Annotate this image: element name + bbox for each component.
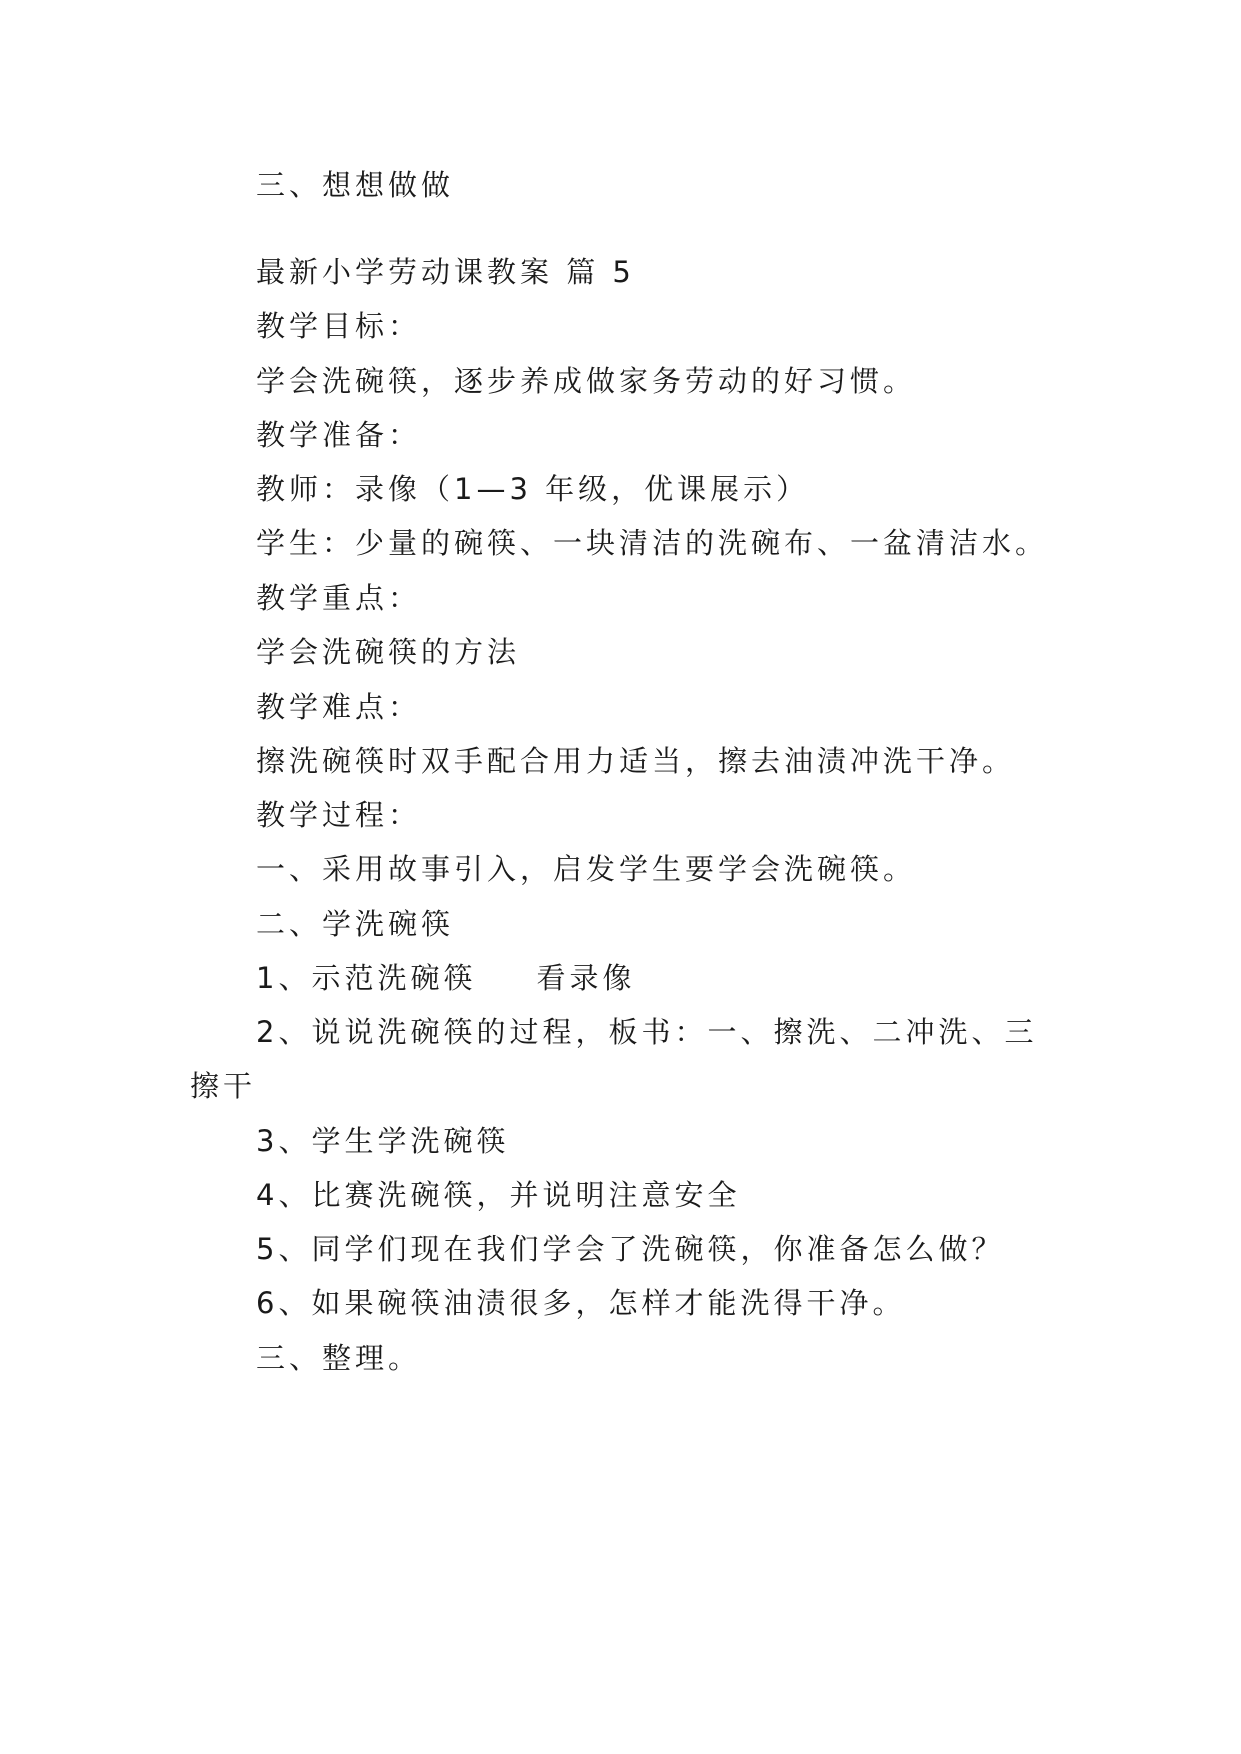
goal-heading: 教学目标： [256,309,422,343]
substep-6: 6、如果碗筷油渍很多，怎样才能洗得干净。 [256,1286,906,1320]
prep-student: 学生：少量的碗筷、一块清洁的洗碗布、一盆清洁水。 [256,526,1049,560]
section-heading: 三、想想做做 [256,168,455,202]
key-point-text: 学会洗碗筷的方法 [256,635,521,669]
process-step-1: 一、采用故事引入，启发学生要学会洗碗筷。 [256,852,917,886]
substep-1-note: 看录像 [536,961,636,995]
goal-text: 学会洗碗筷，逐步养成做家务劳动的好习惯。 [256,364,917,398]
process-step-3: 三、整理。 [256,1341,422,1375]
substep-2-continued: 擦干 [190,1069,257,1103]
prep-teacher: 教师：录像（1—3 年级，优课展示） [256,472,810,506]
substep-1-text: 1、示范洗碗筷 [256,961,477,995]
substep-2: 2、说说洗碗筷的过程，板书：一、擦洗、二冲洗、三 [256,1015,1038,1049]
difficulty-text: 擦洗碗筷时双手配合用力适当，擦去油渍冲洗干净。 [256,744,1016,778]
substep-4: 4、比赛洗碗筷，并说明注意安全 [256,1178,741,1212]
substep-3: 3、学生学洗碗筷 [256,1124,510,1158]
difficulty-heading: 教学难点： [256,690,422,724]
lesson-title: 最新小学劳动课教案 篇 5 [256,255,635,289]
key-point-heading: 教学重点： [256,581,422,615]
process-heading: 教学过程： [256,798,422,832]
process-step-2: 二、学洗碗筷 [256,907,455,941]
substep-1 [256,958,635,998]
substep-5: 5、同学们现在我们学会了洗碗筷，你准备怎么做？ [256,1232,1005,1266]
prep-heading: 教学准备： [256,418,422,452]
